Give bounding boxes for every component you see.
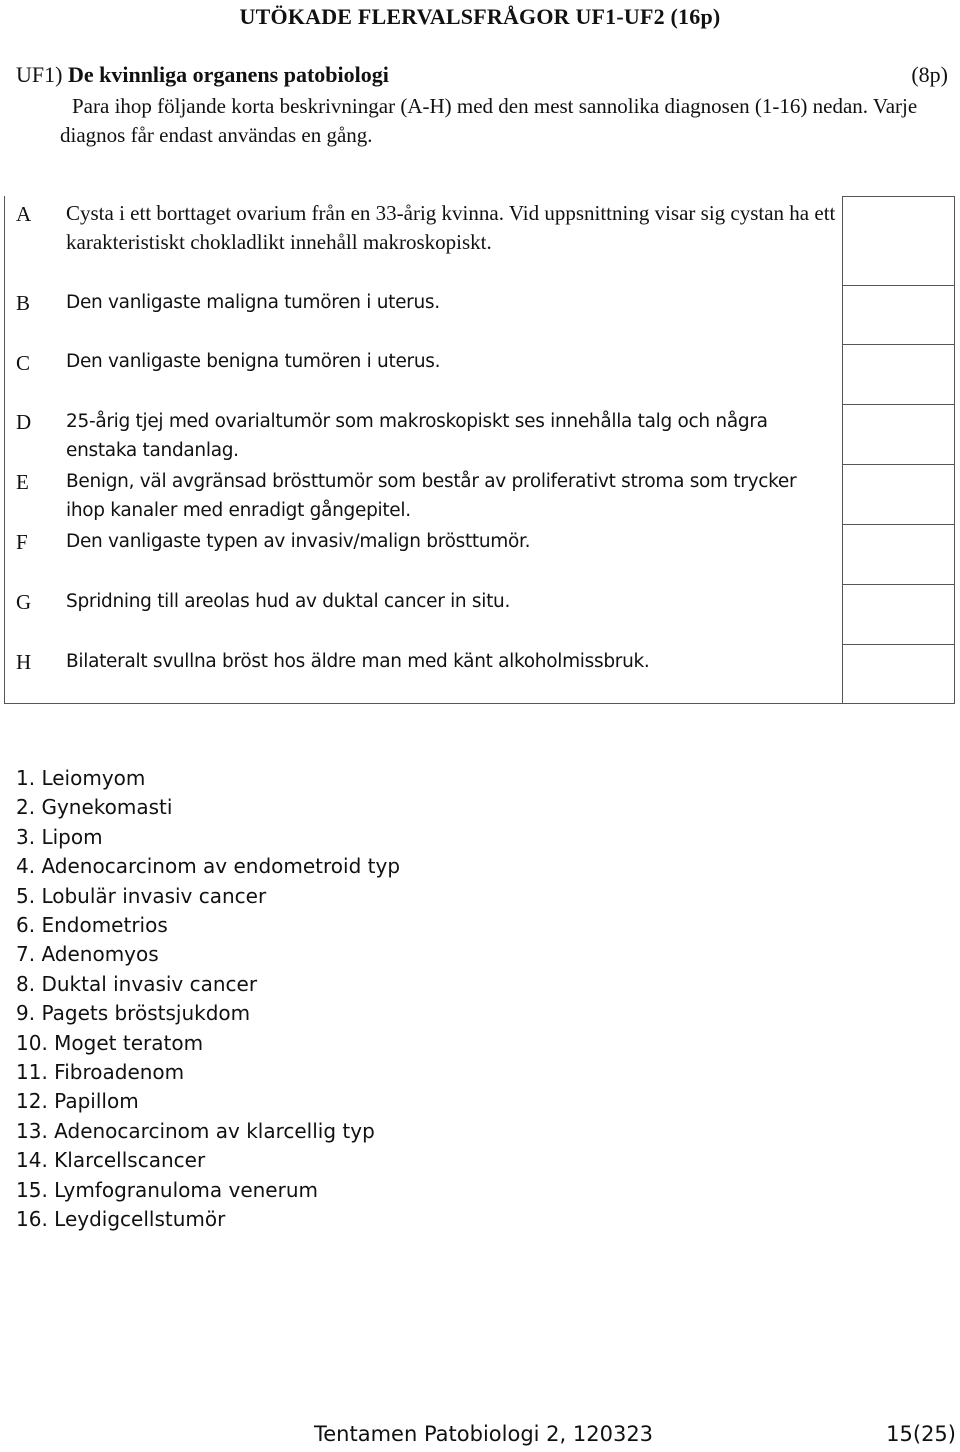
row-letter-a: A bbox=[16, 202, 32, 226]
list-item: 4. Adenocarcinom av endometroid typ bbox=[16, 854, 401, 879]
list-item: 15. Lymfogranuloma venerum bbox=[16, 1177, 318, 1202]
list-item: 14. Klarcellscancer bbox=[16, 1148, 206, 1173]
row-letter-g: G bbox=[16, 590, 32, 614]
answer-box-divider bbox=[842, 524, 955, 525]
row-letter-h: H bbox=[16, 650, 32, 674]
list-item: 13. Adenocarcinom av klarcellig typ bbox=[16, 1118, 375, 1143]
row-letter-c: C bbox=[16, 351, 31, 375]
list-item: 9. Pagets bröstsjukdom bbox=[16, 1001, 251, 1026]
answer-column-divider bbox=[842, 196, 843, 704]
list-item: 1. Leiomyom bbox=[16, 766, 146, 790]
row-description-b: Den vanligaste maligna tumören i uterus. bbox=[66, 292, 440, 313]
page-title: UTÖKADE FLERVALSFRÅGOR UF1-UF2 (16p) bbox=[239, 4, 721, 29]
list-item: 5. Lobulär invasiv cancer bbox=[16, 883, 267, 908]
footer-page-number: 15(25) bbox=[886, 1422, 956, 1446]
list-item: 3. Lipom bbox=[16, 824, 103, 849]
diagnosis-list bbox=[16, 764, 400, 1235]
list-item: 10. Moget teratom bbox=[16, 1030, 204, 1055]
question-instructions: Para ihop följande korta beskrivningar (A-H) med den mest sannolika diagnosen (1-16) nedan. Varje diagnos får endast användas en gång. bbox=[60, 94, 918, 147]
question-header bbox=[16, 62, 948, 88]
answer-box-divider bbox=[842, 285, 955, 286]
answer-box-divider bbox=[842, 404, 955, 405]
row-description-a: Cysta i ett borttaget ovarium från en 33-årig kvinna. Vid uppsnittning visar sig cystan ha ett karakteristiskt chokladlikt innehåll makroskopiskt. bbox=[66, 201, 836, 254]
row-description-d: 25-årig tjej med ovarialtumör som makroskopiskt ses innehålla talg och några enstaka tandanlag. bbox=[66, 411, 768, 461]
list-item: 2. Gynekomasti bbox=[16, 795, 173, 820]
table-border bbox=[4, 703, 955, 704]
row-letter-d: D bbox=[16, 410, 32, 434]
list-item: 7. Adenomyos bbox=[16, 942, 159, 967]
footer-exam-title: Tentamen Patobiologi 2, 120323 bbox=[314, 1422, 654, 1446]
row-letter-b: B bbox=[16, 291, 31, 315]
row-description-c: Den vanligaste benigna tumören i uterus. bbox=[66, 351, 441, 372]
row-letter-f: F bbox=[16, 530, 28, 554]
row-description-g: Spridning till areolas hud av duktal cancer in situ. bbox=[66, 591, 511, 612]
matching-table bbox=[4, 196, 954, 704]
list-item: 6. Endometrios bbox=[16, 913, 168, 938]
row-description-e: Benign, väl avgränsad brösttumör som består av proliferativt stroma som trycker ihop kanaler med enradigt gångepitel. bbox=[66, 471, 797, 521]
list-item: 16. Leydigcellstumör bbox=[16, 1207, 226, 1232]
question-topic: De kvinnliga organens patobiologi bbox=[67, 62, 389, 87]
table-border bbox=[4, 196, 5, 704]
list-item: 12. Papillom bbox=[16, 1089, 139, 1114]
answer-box-divider bbox=[842, 464, 955, 465]
list-item: 8. Duktal invasiv cancer bbox=[16, 971, 258, 996]
list-item: 11. Fibroadenom bbox=[16, 1060, 185, 1085]
answer-box-divider bbox=[842, 644, 955, 645]
table-border bbox=[954, 196, 955, 704]
table-border bbox=[842, 196, 955, 197]
answer-box-divider bbox=[842, 584, 955, 585]
row-description-f: Den vanligaste typen av invasiv/malign brösttumör. bbox=[66, 531, 531, 552]
question-code: UF1) bbox=[16, 62, 63, 87]
answer-box-divider bbox=[842, 344, 955, 345]
row-letter-e: E bbox=[16, 470, 29, 494]
question-points: (8p) bbox=[911, 62, 948, 87]
row-description-h: Bilateralt svullna bröst hos äldre man med känt alkoholmissbruk. bbox=[66, 651, 650, 672]
